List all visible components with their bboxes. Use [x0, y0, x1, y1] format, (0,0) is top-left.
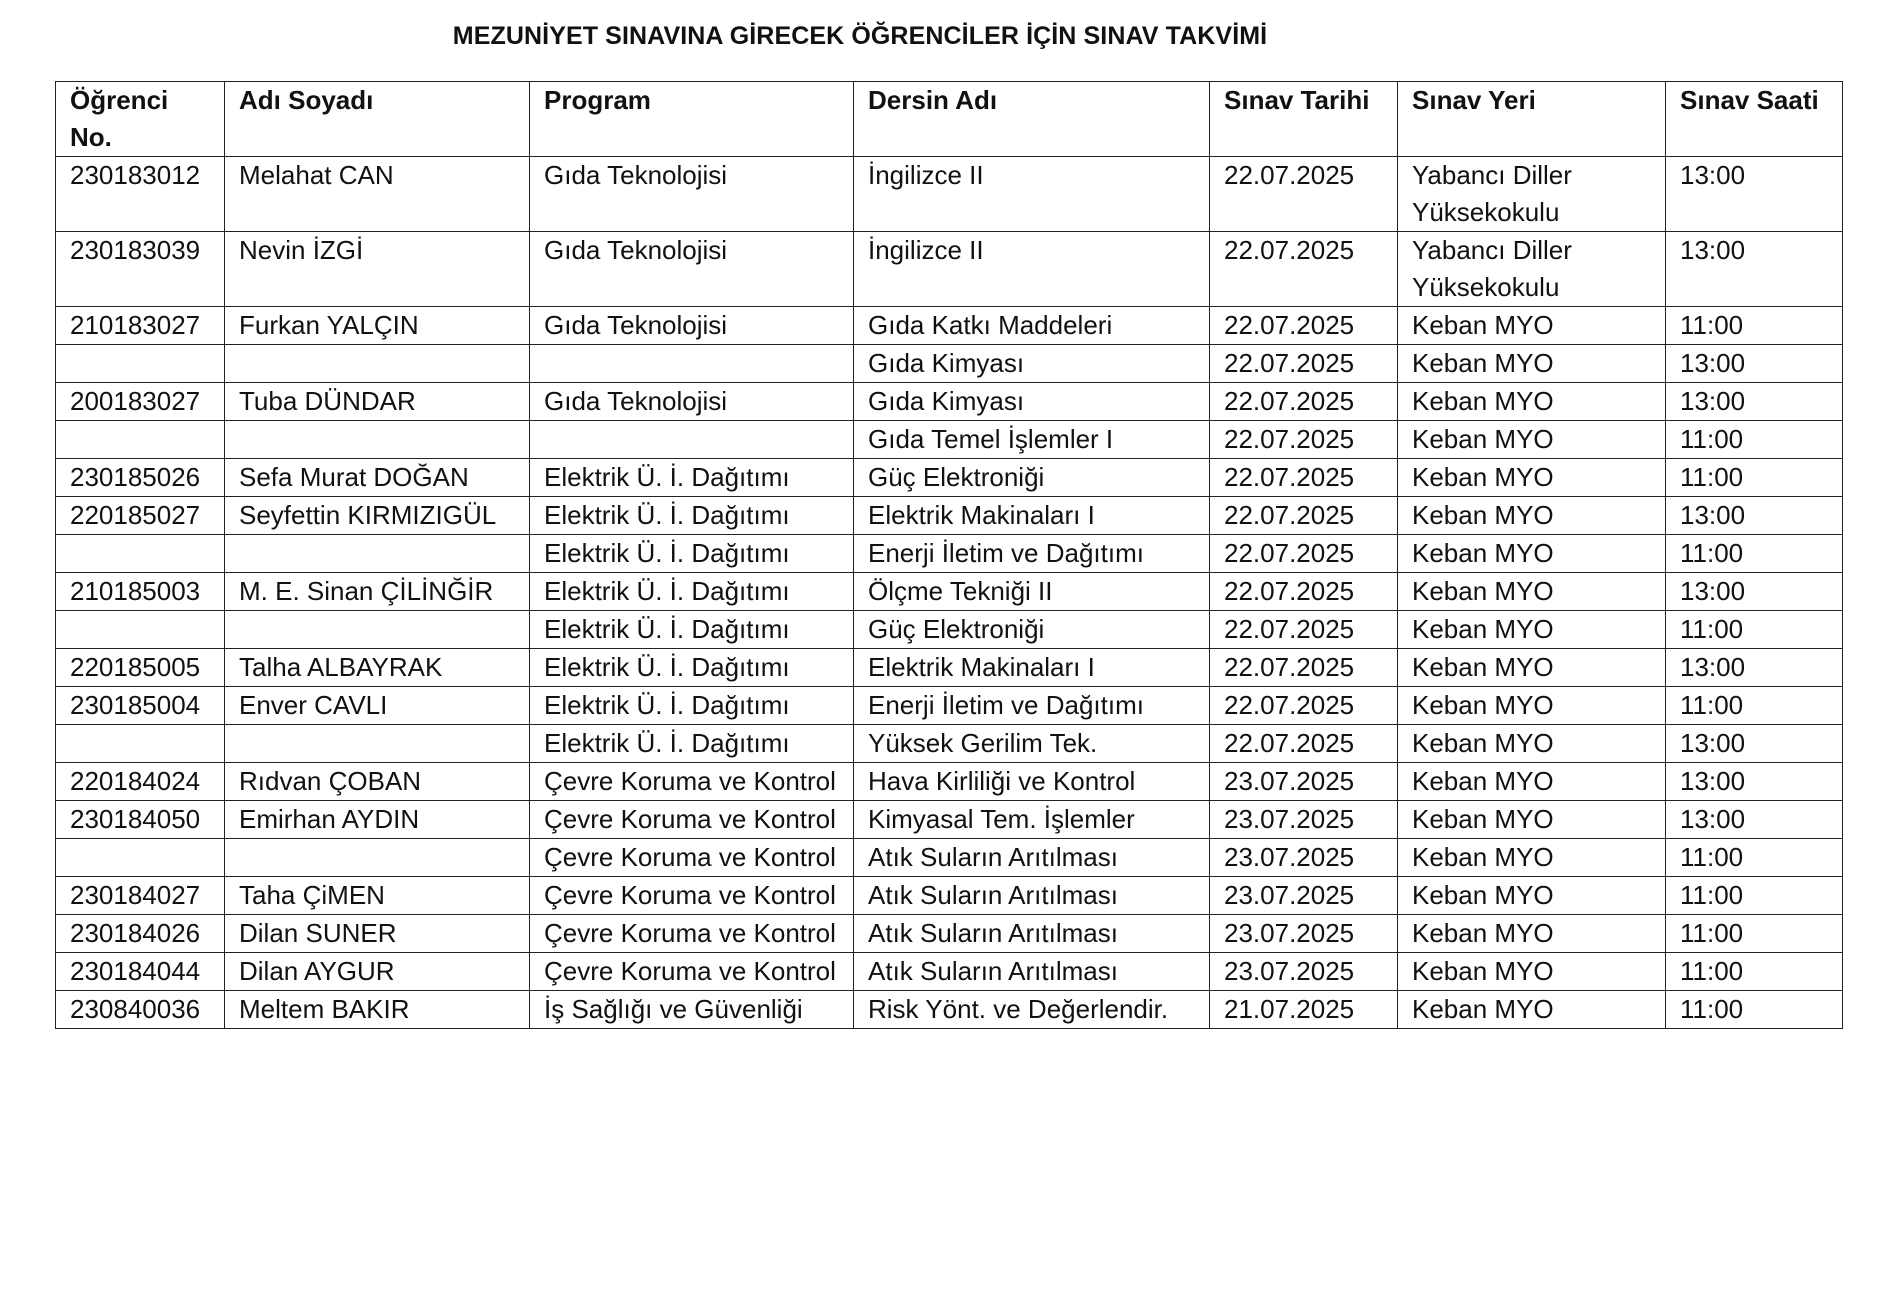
cell-program: Elektrik Ü. İ. Dağıtımı [530, 497, 854, 535]
table-row [56, 307, 1843, 345]
cell-student-no: 230185004 [56, 687, 225, 725]
cell-course: Gıda Katkı Maddeleri [854, 307, 1210, 345]
cell-course: İngilizce II [854, 157, 1210, 232]
cell-exam-time: 11:00 [1666, 307, 1843, 345]
table-row [56, 383, 1843, 421]
cell-student-no [56, 839, 225, 877]
cell-student-no: 200183027 [56, 383, 225, 421]
cell-course: Güç Elektroniği [854, 459, 1210, 497]
cell-student-no [56, 611, 225, 649]
cell-student-no: 230183039 [56, 232, 225, 307]
cell-student-no: 230184044 [56, 953, 225, 991]
cell-program: Gıda Teknolojisi [530, 157, 854, 232]
table-row [56, 459, 1843, 497]
table-row [56, 573, 1843, 611]
header-course: Dersin Adı [854, 82, 1210, 157]
cell-student-no: 220185027 [56, 497, 225, 535]
cell-exam-date: 23.07.2025 [1210, 763, 1398, 801]
cell-program: Elektrik Ü. İ. Dağıtımı [530, 725, 854, 763]
cell-program: Elektrik Ü. İ. Dağıtımı [530, 687, 854, 725]
cell-name [225, 421, 530, 459]
cell-exam-time: 11:00 [1666, 459, 1843, 497]
table-row [56, 953, 1843, 991]
cell-student-no: 230184050 [56, 801, 225, 839]
cell-program [530, 421, 854, 459]
cell-course: Yüksek Gerilim Tek. [854, 725, 1210, 763]
cell-student-no: 210185003 [56, 573, 225, 611]
cell-program: Çevre Koruma ve Kontrol [530, 915, 854, 953]
cell-name: M. E. Sinan ÇİLİNĞİR [225, 573, 530, 611]
cell-course: Atık Suların Arıtılması [854, 915, 1210, 953]
cell-program: Elektrik Ü. İ. Dağıtımı [530, 459, 854, 497]
cell-exam-time: 11:00 [1666, 839, 1843, 877]
cell-course: Güç Elektroniği [854, 611, 1210, 649]
table-body [56, 157, 1843, 1029]
cell-exam-place: Keban MYO [1398, 307, 1666, 345]
cell-exam-date: 22.07.2025 [1210, 649, 1398, 687]
cell-exam-date: 22.07.2025 [1210, 687, 1398, 725]
header-exam-place: Sınav Yeri [1398, 82, 1666, 157]
cell-exam-time: 11:00 [1666, 611, 1843, 649]
cell-course: Gıda Kimyası [854, 345, 1210, 383]
cell-course: Elektrik Makinaları I [854, 497, 1210, 535]
cell-exam-place: Keban MYO [1398, 497, 1666, 535]
cell-exam-place: Keban MYO [1398, 763, 1666, 801]
cell-student-no: 230185026 [56, 459, 225, 497]
cell-exam-date: 22.07.2025 [1210, 497, 1398, 535]
cell-exam-date: 23.07.2025 [1210, 953, 1398, 991]
cell-course: Gıda Kimyası [854, 383, 1210, 421]
cell-exam-date: 22.07.2025 [1210, 157, 1398, 232]
cell-exam-time: 11:00 [1666, 687, 1843, 725]
cell-name: Nevin İZGİ [225, 232, 530, 307]
cell-exam-date: 23.07.2025 [1210, 839, 1398, 877]
table-row [56, 345, 1843, 383]
cell-name: Enver CAVLI [225, 687, 530, 725]
table-row [56, 839, 1843, 877]
cell-name: Melahat CAN [225, 157, 530, 232]
cell-course: Kimyasal Tem. İşlemler [854, 801, 1210, 839]
cell-exam-place: Keban MYO [1398, 953, 1666, 991]
cell-exam-time: 11:00 [1666, 877, 1843, 915]
cell-course: Ölçme Tekniği II [854, 573, 1210, 611]
cell-course: Gıda Temel İşlemler I [854, 421, 1210, 459]
table-row [56, 611, 1843, 649]
cell-exam-date: 22.07.2025 [1210, 535, 1398, 573]
table-row [56, 763, 1843, 801]
cell-exam-place: Keban MYO [1398, 725, 1666, 763]
cell-course: Atık Suların Arıtılması [854, 877, 1210, 915]
cell-course: Atık Suların Arıtılması [854, 953, 1210, 991]
cell-program: Gıda Teknolojisi [530, 383, 854, 421]
table-row [56, 801, 1843, 839]
table-row [56, 877, 1843, 915]
header-row [56, 82, 1843, 157]
cell-name: Dilan SUNER [225, 915, 530, 953]
cell-exam-time: 13:00 [1666, 345, 1843, 383]
cell-exam-date: 22.07.2025 [1210, 421, 1398, 459]
table-row [56, 649, 1843, 687]
cell-program: Elektrik Ü. İ. Dağıtımı [530, 535, 854, 573]
cell-name [225, 611, 530, 649]
cell-exam-time: 13:00 [1666, 763, 1843, 801]
header-exam-date: Sınav Tarihi [1210, 82, 1398, 157]
cell-course: İngilizce II [854, 232, 1210, 307]
table-row [56, 991, 1843, 1029]
cell-exam-date: 23.07.2025 [1210, 801, 1398, 839]
cell-exam-time: 11:00 [1666, 915, 1843, 953]
cell-exam-place: Keban MYO [1398, 573, 1666, 611]
cell-student-no: 230184027 [56, 877, 225, 915]
cell-name: Dilan AYGUR [225, 953, 530, 991]
cell-student-no: 230183012 [56, 157, 225, 232]
cell-exam-date: 22.07.2025 [1210, 383, 1398, 421]
cell-exam-place: Keban MYO [1398, 421, 1666, 459]
cell-program: Elektrik Ü. İ. Dağıtımı [530, 649, 854, 687]
table-row [56, 232, 1843, 307]
cell-student-no [56, 345, 225, 383]
cell-name: Sefa Murat DOĞAN [225, 459, 530, 497]
cell-exam-time: 13:00 [1666, 649, 1843, 687]
cell-course: Hava Kirliliği ve Kontrol [854, 763, 1210, 801]
cell-course: Enerji İletim ve Dağıtımı [854, 687, 1210, 725]
cell-name: Rıdvan ÇOBAN [225, 763, 530, 801]
cell-exam-date: 22.07.2025 [1210, 232, 1398, 307]
cell-exam-time: 11:00 [1666, 991, 1843, 1029]
cell-exam-date: 22.07.2025 [1210, 459, 1398, 497]
cell-program: Çevre Koruma ve Kontrol [530, 877, 854, 915]
cell-exam-time: 13:00 [1666, 725, 1843, 763]
exam-schedule-table [55, 81, 1843, 1029]
cell-program: Çevre Koruma ve Kontrol [530, 839, 854, 877]
cell-name: Meltem BAKIR [225, 991, 530, 1029]
cell-program: Çevre Koruma ve Kontrol [530, 801, 854, 839]
cell-exam-date: 23.07.2025 [1210, 915, 1398, 953]
cell-exam-date: 22.07.2025 [1210, 345, 1398, 383]
cell-exam-place: Keban MYO [1398, 383, 1666, 421]
cell-exam-time: 13:00 [1666, 801, 1843, 839]
cell-exam-place: Keban MYO [1398, 649, 1666, 687]
cell-name: Emirhan AYDIN [225, 801, 530, 839]
cell-student-no [56, 535, 225, 573]
cell-program: Elektrik Ü. İ. Dağıtımı [530, 573, 854, 611]
cell-program: Gıda Teknolojisi [530, 232, 854, 307]
cell-exam-time: 13:00 [1666, 232, 1843, 307]
cell-name [225, 725, 530, 763]
document-title: MEZUNİYET SINAVINA GİRECEK ÖĞRENCİLER İÇİN SINAV TAKVİMİ [452, 22, 1268, 50]
cell-course: Atık Suların Arıtılması [854, 839, 1210, 877]
cell-exam-place: Keban MYO [1398, 345, 1666, 383]
cell-program: Çevre Koruma ve Kontrol [530, 953, 854, 991]
cell-program [530, 345, 854, 383]
cell-name [225, 345, 530, 383]
cell-exam-place: Keban MYO [1398, 877, 1666, 915]
cell-exam-date: 23.07.2025 [1210, 877, 1398, 915]
cell-name: Taha ÇiMEN [225, 877, 530, 915]
cell-name: Tuba DÜNDAR [225, 383, 530, 421]
cell-course: Enerji İletim ve Dağıtımı [854, 535, 1210, 573]
cell-exam-place: Keban MYO [1398, 801, 1666, 839]
header-program: Program [530, 82, 854, 157]
cell-exam-date: 21.07.2025 [1210, 991, 1398, 1029]
header-name: Adı Soyadı [225, 82, 530, 157]
cell-student-no [56, 725, 225, 763]
cell-program: İş Sağlığı ve Güvenliği [530, 991, 854, 1029]
table-row [56, 535, 1843, 573]
cell-exam-place: Keban MYO [1398, 611, 1666, 649]
cell-exam-place: Yabancı Diller Yüksekokulu [1398, 232, 1666, 307]
table-row [56, 157, 1843, 232]
table-row [56, 915, 1843, 953]
cell-course: Risk Yönt. ve Değerlendir. [854, 991, 1210, 1029]
table-row [56, 497, 1843, 535]
cell-name: Seyfettin KIRMIZIGÜL [225, 497, 530, 535]
cell-exam-time: 13:00 [1666, 497, 1843, 535]
header-exam-time: Sınav Saati [1666, 82, 1843, 157]
cell-program: Gıda Teknolojisi [530, 307, 854, 345]
cell-exam-date: 22.07.2025 [1210, 611, 1398, 649]
cell-exam-time: 13:00 [1666, 157, 1843, 232]
cell-exam-time: 13:00 [1666, 573, 1843, 611]
cell-exam-time: 11:00 [1666, 421, 1843, 459]
cell-exam-date: 22.07.2025 [1210, 573, 1398, 611]
cell-name [225, 839, 530, 877]
table-row [56, 421, 1843, 459]
cell-exam-date: 22.07.2025 [1210, 725, 1398, 763]
cell-exam-place: Keban MYO [1398, 535, 1666, 573]
cell-exam-place: Keban MYO [1398, 991, 1666, 1029]
cell-exam-time: 13:00 [1666, 383, 1843, 421]
cell-name: Furkan YALÇIN [225, 307, 530, 345]
cell-course: Elektrik Makinaları I [854, 649, 1210, 687]
table-row [56, 725, 1843, 763]
cell-program: Elektrik Ü. İ. Dağıtımı [530, 611, 854, 649]
cell-exam-time: 11:00 [1666, 535, 1843, 573]
cell-exam-place: Keban MYO [1398, 687, 1666, 725]
cell-student-no: 220184024 [56, 763, 225, 801]
cell-student-no: 230840036 [56, 991, 225, 1029]
cell-exam-date: 22.07.2025 [1210, 307, 1398, 345]
table-row [56, 687, 1843, 725]
cell-exam-place: Keban MYO [1398, 459, 1666, 497]
cell-exam-time: 11:00 [1666, 953, 1843, 991]
cell-student-no: 230184026 [56, 915, 225, 953]
cell-student-no: 210183027 [56, 307, 225, 345]
cell-student-no: 220185005 [56, 649, 225, 687]
cell-program: Çevre Koruma ve Kontrol [530, 763, 854, 801]
cell-exam-place: Yabancı Diller Yüksekokulu [1398, 157, 1666, 232]
cell-name [225, 535, 530, 573]
cell-exam-place: Keban MYO [1398, 915, 1666, 953]
cell-exam-place: Keban MYO [1398, 839, 1666, 877]
header-student-no: Öğrenci No. [56, 82, 225, 157]
cell-name: Talha ALBAYRAK [225, 649, 530, 687]
cell-student-no [56, 421, 225, 459]
